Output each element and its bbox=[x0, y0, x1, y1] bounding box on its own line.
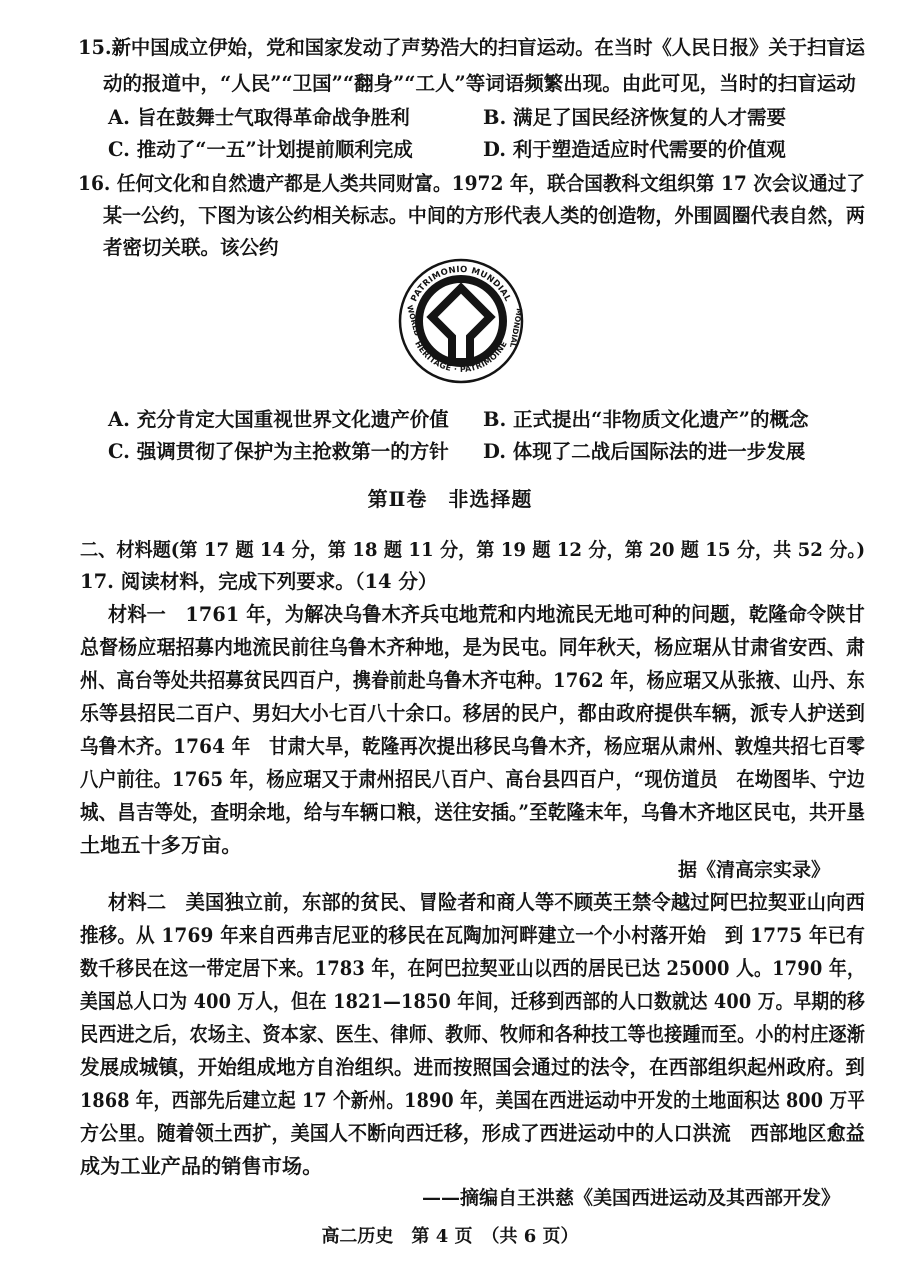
world-heritage-emblem-icon bbox=[398, 258, 524, 384]
material2-line-9: 成为工业产品的销售市场。 bbox=[80, 1154, 323, 1178]
q16-stem-line-1: 16. 任何文化和自然遗产都是人类共同财富。1972 年，联合国教科文组织第 17 次会议通过了 bbox=[78, 172, 865, 195]
emblem-right-text: MONDIAL bbox=[508, 307, 524, 349]
q17-title: 17. 阅读材料，完成下列要求。（14 分） bbox=[80, 570, 438, 593]
material2-line-3: 数千移民在这一带定居下来。1783 年，在阿巴拉契亚山以西的居民已达 25000 人。1790 年， bbox=[80, 956, 866, 980]
part2-header: 二、材料题(第 17 题 14 分，第 18 题 11 分，第 19 题 12 分，第 20 题 15 分，共 52 分。) bbox=[80, 539, 866, 561]
q16-option-a: A. 充分肯定大国重视世界文化遗产价值 bbox=[108, 408, 449, 431]
emblem-bottom-text: HERITAGE · PATRIMOINE bbox=[413, 339, 509, 375]
q16-option-b: B. 正式提出“非物质文化遗产”的概念 bbox=[483, 408, 809, 431]
q15-stem-line-2: 动的报道中，“人民”“卫国”“翻身”“工人”等词语频繁出现。由此可见，当时的扫盲运动 bbox=[103, 72, 856, 95]
q16-option-c: C. 强调贯彻了保护为主抢救第一的方针 bbox=[108, 440, 449, 463]
material1-line-5: 乌鲁木齐。1764 年 甘肃大旱，乾隆再次提出移民乌鲁木齐，杨应琚从肃州、敦煌共招七百零 bbox=[80, 734, 866, 758]
q15-option-a: A. 旨在鼓舞士气取得革命战争胜利 bbox=[108, 106, 410, 129]
material2-line-6: 发展成城镇，开始组成地方自治组织。进而按照国会通过的法令，在西部组织起州政府。到 bbox=[80, 1055, 865, 1079]
q16-stem-line-2: 某一公约，下图为该公约相关标志。中间的方形代表人类的创造物，外围圆圈代表自然，两 bbox=[103, 204, 865, 227]
material1-source: 据《清高宗实录》 bbox=[677, 859, 830, 881]
material2-line-4: 美国总人口为 400 万人，但在 1821—1850 年间，迁移到西部的人口数就达 400 万。早期的移 bbox=[80, 989, 866, 1013]
material2-source: ——摘编自王洪慈《美国西进运动及其西部开发》 bbox=[421, 1187, 840, 1209]
q15-option-c: C. 推动了“一五”计划提前顺利完成 bbox=[108, 138, 413, 161]
section-title: 第Ⅱ卷 非选择题 bbox=[367, 487, 533, 511]
emblem-top-text: PATRIMONIO MUNDIAL bbox=[409, 264, 513, 304]
material2-line-7: 1868 年，西部先后建立起 17 个新州。1890 年，美国在西进运动中开发的土地面积达 800 万平 bbox=[80, 1088, 866, 1112]
q15-option-b: B. 满足了国民经济恢复的人才需要 bbox=[483, 106, 787, 129]
material1-line-7: 城、昌吉等处，查明余地，给与车辆口粮，送往安插。”至乾隆末年，乌鲁木齐地区民屯，共开垦 bbox=[80, 800, 865, 824]
material1-line-3: 州、高台等处共招募贫民四百户，携眷前赴乌鲁木齐屯种。1762 年，杨应琚又从张掖、山丹、东 bbox=[80, 668, 865, 692]
material1-line-2: 总督杨应琚招募内地流民前往乌鲁木齐种地，是为民屯。同年秋天，杨应琚从甘肃省安西、肃 bbox=[80, 635, 865, 659]
emblem-left-text: WORLD bbox=[405, 304, 422, 337]
material1-line-4: 乐等县招民二百户、男妇大小七百八十余口。移居的民户，都由政府提供车辆，派专人护送到 bbox=[80, 701, 865, 725]
page-footer: 高二历史 第 4 页 （共 6 页） bbox=[321, 1226, 579, 1247]
material2-line-2: 推移。从 1769 年来自西弗吉尼亚的移民在瓦陶加河畔建立一个小村落开始 到 1775 年已有 bbox=[80, 923, 866, 947]
q15-stem-line-1: 15.新中国成立伊始，党和国家发动了声势浩大的扫盲运动。在当时《人民日报》关于扫盲运 bbox=[78, 36, 865, 59]
material1-line-8: 土地五十多万亩。 bbox=[80, 833, 242, 857]
q16-stem-line-3: 者密切关联。该公约 bbox=[103, 236, 279, 259]
material1-line-1: 材料一 1761 年，为解决乌鲁木齐兵屯地荒和内地流民无地可种的问题，乾隆命令陕甘 bbox=[108, 602, 865, 626]
material2-line-1: 材料二 美国独立前，东部的贫民、冒险者和商人等不顾英王禁令越过阿巴拉契亚山向西 bbox=[108, 890, 866, 914]
material2-line-5: 民西进之后，农场主、资本家、医生、律师、教师、牧师和各种技工等也接踵而至。小的村庄逐渐 bbox=[80, 1022, 865, 1046]
q16-option-d: D. 体现了二战后国际法的进一步发展 bbox=[483, 440, 806, 463]
material2-line-8: 方公里。随着领土西扩，美国人不断向西迁移，形成了西进运动中的人口洪流 西部地区愈益 bbox=[80, 1121, 865, 1145]
q15-option-d: D. 利于塑造适应时代需要的价值观 bbox=[483, 138, 786, 161]
material1-line-6: 八户前往。1765 年，杨应琚又于肃州招民八百户、高台县四百户，“现仿道员 在坳图毕、宁边 bbox=[80, 767, 866, 791]
